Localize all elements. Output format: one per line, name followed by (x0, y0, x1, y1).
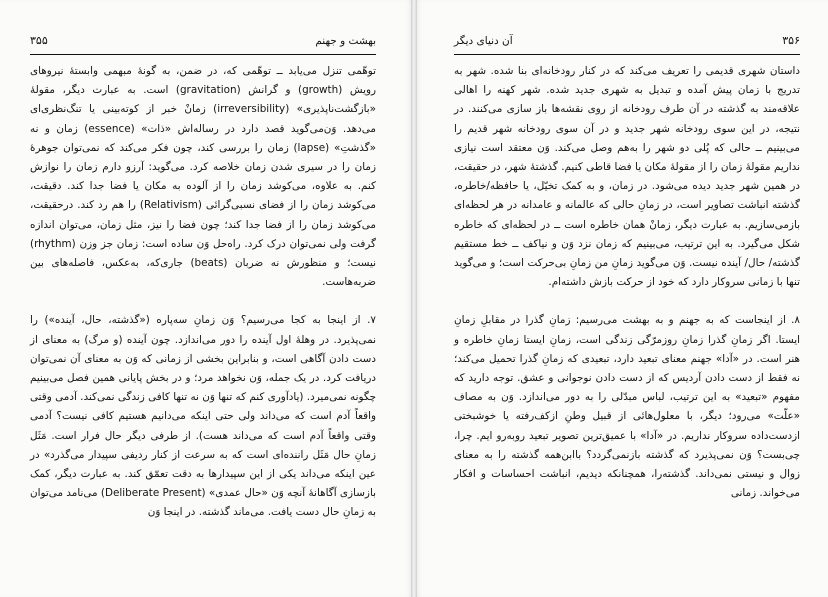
right-page-header (454, 34, 800, 50)
left-page-body (30, 62, 376, 523)
right-page (414, 0, 828, 597)
left-page-header (30, 34, 376, 50)
right-paragraph-1: داستان شهری قدیمی را تعریف می‌کند که در کنار رودخانه‌ای بنا شده. شهر به تدریج با زمان پیش آمده و تبدیل به شهری جدید شده. شهر کهنه را اهالی علاقه‌مند به گذشته در آن طرف رودخانه از روی نقشه‌ها باز سازی می‌کنند. در نتیجه، در این سوی رودخانه شهر جدید و در آن سوی رودخانه شهر قدیم را می‌بینیم ــ حالی که پُلی دو شهر را به‌هم وصل می‌کند. وَن معتقد است نیازی نداریم مقولهٔ زمان را از مقولهٔ مکان یا فضا قاطی کنیم. گذشتهٔ شهر، در حقیقت، در همین شهر جدید دیده می‌شود. در زمان، و به کمک تخیّل، یا حافظه/خاطره، گذشته انباشت تصاویر است، در زمانِ حالی که عالمانه و عامدانه در هر لحظه‌ای بازمی‌سازیم. به عبارت دیگر، زمانْ همان خاطره است ــ در لحظه‌ای که خاطره شکل می‌گیرد. به این ترتیب، می‌بینیم که زمان نزد وَن و نیاکف ــ خط مستقیم گذشته/ حال/ آینده نیست. وَن می‌گوید زمانِ من زمانِ بی‌حرکت است؛ و می‌گوید تنها با زمانی سروکار دارد که خود از حرکت بازش داشته‌ام. (454, 65, 800, 289)
right-header-rule (454, 54, 800, 55)
left-paragraph-2: ۷. از اینجا به کجا می‌رسیم؟ وَن زمانِ سه‌پاره («گذشته، حال، آینده») را نمی‌پذیرد. در وهلهٔ اول آینده را دور می‌اندازد. چون آینده (و مرگ) به معنای از دست دادن آگاهی است، و بنابراین بخشی از زمانی که وَن به معنای آن نمی‌توان دریافت کرد. در یک جمله، وَن نخواهد مرد؛ و در بخش پایانی همین فصل می‌بینیم چگونه نمی‌میرد. (یادآوری کنم که تنها وَن نه تنها کافی زندگی نمی‌کند. آدمی وقتی واقعاً آدم است که می‌داند ولی حتی اینکه می‌دانیم هستیم کافی نیست؟ آدمی وقتی واقعاً آدم است که می‌داند هست). از طرفی دیگر حال فرار است. مَثَل زمانِ حال مَثَل راننده‌ای است که به سرعت از کنار ردیفی سپیدار می‌گذرد» در عین اینکه می‌داند یکی از این سپیدارها به دقت تعمّق کند. به عبارت دیگر، کمک بازسازی آگاهانهٔ آنچه وَن «حال عمدی» (Deliberate Present) می‌نامد می‌توان به زمانِ حال دست یافت. می‌ماند گذشته. در اینجا وَن (30, 314, 376, 519)
left-paragraph-1: توهّمی تنزل می‌یابد ــ توهّمی که، در ضمن، به گونهٔ مبهمی وابستهٔ نیروهای رویش (growth) و گرانش (gravitation) است. به عبارت دیگر، مقولهٔ «بازگشت‌ناپذیری» (irreversibility) زمانْ خبر از کوته‌بینی یا تنگ‌نظری‌ای می‌دهد. وَن‌می‌گوید قصد دارد در رساله‌اش «ذات» (essence) زمان و نه «گذشتِ» (lapse) زمان را بررسی کند، چون فکر می‌کند که نمی‌توان جوهرهٔ زمان را در سیری شدن زمان خلاصه کرد. می‌گوید: آرزو دارم زمان را نوازش کنم. به علاوه، می‌کوشد زمان را از آلوده به مکان یا فضا جدا کند. دقیقت، می‌کوشد زمان را از فضای نسبی‌گرائی (Relativism) را هم رد کند. درحقیقت، می‌کوشد زمان را از فضا جدا کند؛ چون فضا را نیز، مثل زمان، می‌توان اندازه گرفت ولی نمی‌توان درک کرد. راه‌حل وَن ساده است: زمان جز وزن (rhythm) نیست؛ و منظورش نه ضربان (beats) جاری‌که، به‌عکس، فاصله‌های بین ضربه‌هاست. (30, 65, 377, 289)
right-page-number: ۳۵۶ (782, 34, 800, 47)
book-gutter (411, 0, 417, 597)
left-running-title: بهشت و جهنم (315, 35, 376, 47)
left-page-number: ۳۵۵ (30, 34, 48, 47)
right-paragraph-2: ۸. از اینجاست که به جهنم و به بهشت می‌رسیم: زمانِ گذرا در مقابلِ زمانِ ایستا. اگر زمانِ گذرا زمانِ روزمرّگی زندگی است، زمانِ ایستا زمانِ خاطره و هنر است. در «آدا» جهنم معنای تبعید دارد، تبعیدی که زمانِ گذرا تحمیل می‌کند؛ نه فقط از دست دادن آردیس که از دست دادن نوجوانی و عشق. توجه دارید که مفهوم «تبعید» به این ترتیب، لباس مبدّلی را به دور می‌اندازد. وَن به مصاف «علّت» می‌رود؛ دیگر، با معلول‌هائی از قبیل وطنِ ازکف‌رفته یا خوشبختی ازدست‌داده سروکار نداریم. در «آدا» با عمیق‌ترین تصویر تبعید روبه‌رو ایم. چرا، چی‌بست؟ وَن نمی‌پذیرد که گذشته بازنمی‌گردد؟ باابن‌همه گذشته را به معنای زوال و نیستی نمی‌داند. گذشته‌را، همچنانکه دیدیم، انباشت احساسات و افکار می‌خواند. زمانی (454, 314, 800, 500)
right-page-body (454, 62, 800, 503)
left-header-rule (30, 54, 376, 55)
right-running-title: آن دنیای دیگر (454, 35, 513, 47)
